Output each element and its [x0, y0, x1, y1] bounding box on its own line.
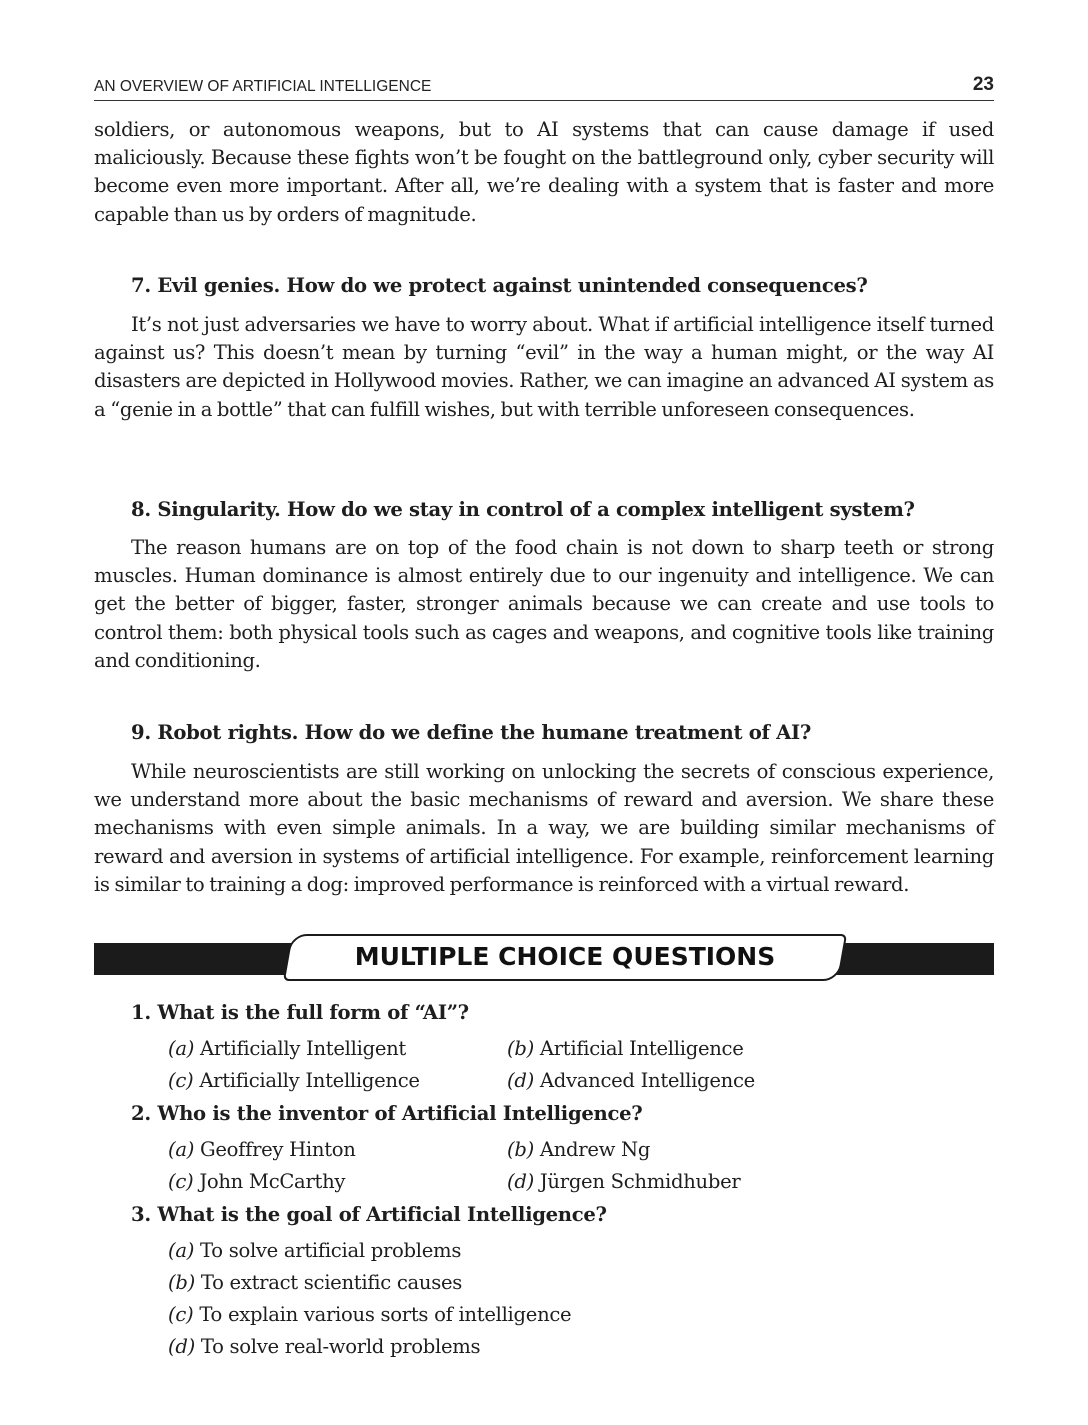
option — [507, 1069, 755, 1092]
option-letter: (d) — [507, 1069, 534, 1092]
section-heading-9: 9. Robot rights. How do we define the humane treatment of AI? — [131, 721, 812, 744]
option-text: Artificial Intelligence — [539, 1037, 744, 1060]
option — [168, 1138, 356, 1161]
running-title: AN OVERVIEW OF ARTIFICIAL INTELLIGENCE — [94, 78, 432, 95]
option — [507, 1138, 650, 1161]
page-header — [94, 76, 994, 101]
option-letter: (c) — [168, 1170, 194, 1193]
body-paragraph: While neuroscientists are still working on unlocking the secrets of conscious experience, we understand more about the basic mechanisms of reward and aversion. We share these mechanisms with even simple animals. In a way, we are building similar mechanisms of reward and aversion in systems of artificial intelligence. For example, reinforcement learning is similar to training a dog: improved performance is reinforced with a virtual reward. — [94, 760, 994, 896]
section-heading-8: 8. Singularity. How do we stay in control of a complex intelligent system? — [131, 498, 915, 521]
option-text: To solve real-world problems — [200, 1335, 481, 1358]
option — [168, 1037, 406, 1060]
option — [168, 1271, 462, 1294]
option — [507, 1170, 740, 1193]
option — [168, 1303, 571, 1326]
body-paragraph: It’s not just adversaries we have to worry about. What if artificial intelligence itself turned against us? This doesn’t mean by turning “evil” in the way a human might, or the way AI disasters are depicted in Hollywood movies. Rather, we can imagine an advanced AI system as a “genie in a bottle” that can fulfill wishes, but with terrible unforeseen consequences. — [94, 313, 994, 421]
mcq-banner-title: MULTIPLE CHOICE QUESTIONS — [354, 942, 776, 971]
option — [168, 1239, 461, 1262]
option — [168, 1170, 345, 1193]
option-letter: (b) — [168, 1271, 195, 1294]
option-text: John McCarthy — [199, 1170, 346, 1193]
option-text: Artificially Intelligence — [199, 1069, 420, 1092]
option-text: Andrew Ng — [539, 1138, 651, 1161]
body-paragraph: soldiers, or autonomous weapons, but to AI systems that can cause damage if used maliciously. Because these fights won’t be fought on the battleground only, cyber security will become even more important. After all, we’re dealing with a system that is faster and more capable than us by orders of magnitude. — [94, 118, 994, 226]
section-heading-7: 7. Evil genies. How do we protect against unintended consequences? — [131, 274, 868, 297]
option — [168, 1069, 420, 1092]
question-3: 3. What is the goal of Artificial Intelligence? — [131, 1203, 607, 1226]
option-letter: (a) — [168, 1138, 195, 1161]
option-text: Advanced Intelligence — [539, 1069, 755, 1092]
option-letter: (c) — [168, 1069, 194, 1092]
option-text: To solve artificial problems — [200, 1239, 462, 1262]
option-text: To extract scientific causes — [200, 1271, 463, 1294]
option-letter: (b) — [507, 1138, 534, 1161]
option-text: Artificially Intelligent — [200, 1037, 407, 1060]
option-text: To explain various sorts of intelligence — [199, 1303, 572, 1326]
option-text: Geoffrey Hinton — [200, 1138, 356, 1161]
page-number: 23 — [972, 74, 994, 95]
option-letter: (d) — [507, 1170, 534, 1193]
option-letter: (a) — [168, 1239, 195, 1262]
option — [168, 1335, 480, 1358]
option — [507, 1037, 744, 1060]
question-2: 2. Who is the inventor of Artificial Intelligence? — [131, 1102, 643, 1125]
option-text: Jürgen Schmidhuber — [539, 1170, 741, 1193]
option-letter: (b) — [507, 1037, 534, 1060]
option-letter: (d) — [168, 1335, 195, 1358]
option-letter: (c) — [168, 1303, 194, 1326]
question-1: 1. What is the full form of “AI”? — [131, 1001, 469, 1024]
body-paragraph: The reason humans are on top of the food chain is not down to sharp teeth or strong muscles. Human dominance is almost entirely due to our ingenuity and intelligence. We can get the better of bigger, faster, stronger animals because we can create and use tools to control them: both physical tools such as cages and weapons, and cognitive tools like training and conditioning. — [94, 536, 994, 672]
option-letter: (a) — [168, 1037, 195, 1060]
